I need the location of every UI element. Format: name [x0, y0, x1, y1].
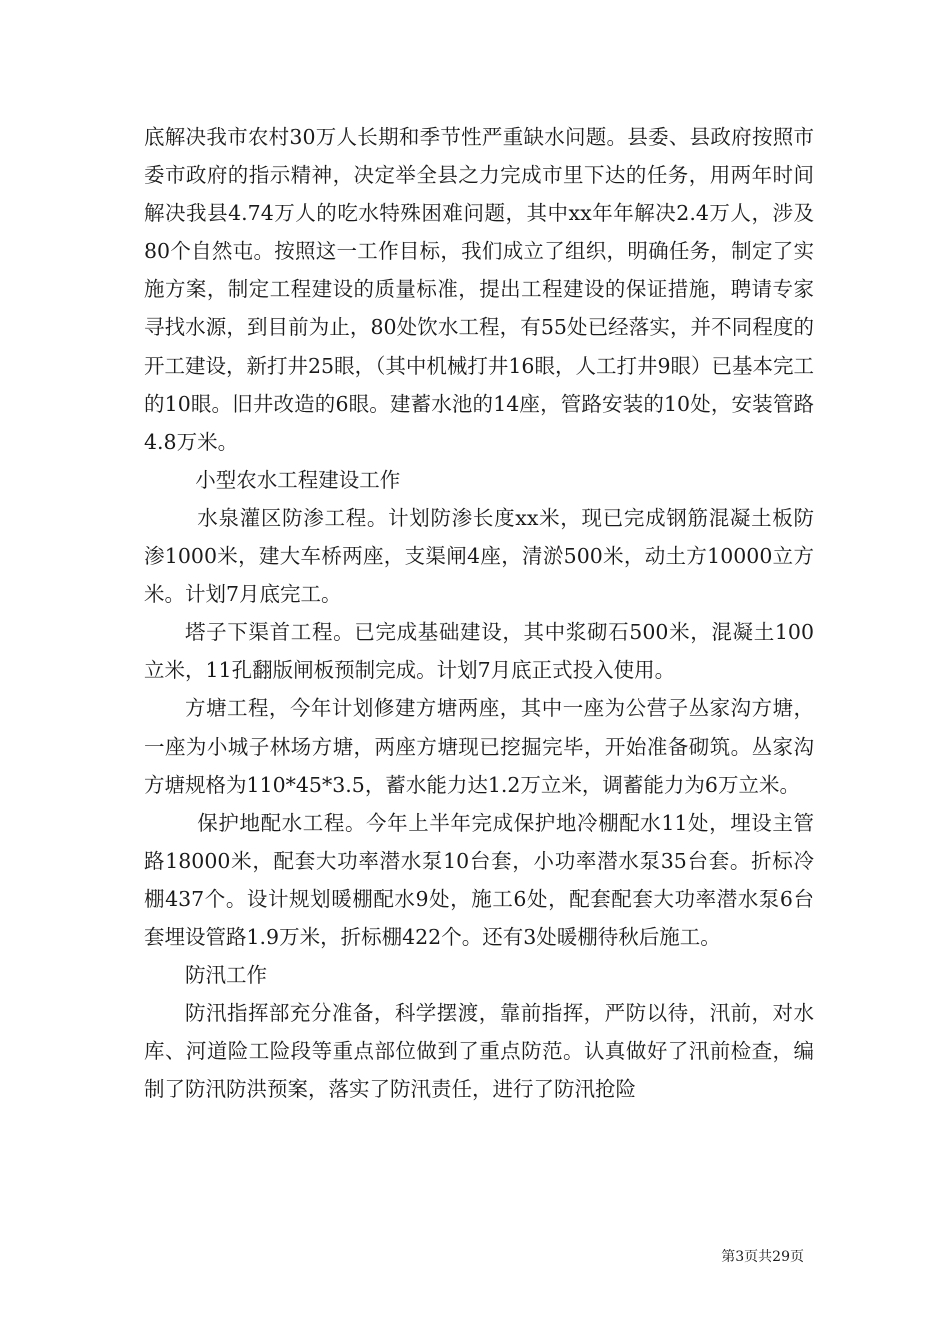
paragraph-flood-control: 防汛指挥部充分准备，科学摆渡，靠前指挥，严防以待，汛前，对水库、河道险工险段等重点部位做到了重点防范。认真做好了汛前检查，编制了防汛防洪预案，落实了防汛责任，进行了防汛抢险 [144, 1001, 814, 1102]
section-heading-small-irrigation: 小型农水工程建设工作 [195, 467, 401, 492]
paragraph-water-supply: 底解决我市农村30万人长期和季节性严重缺水问题。县委、县政府按照市委市政府的指示精神，决定举全县之力完成市里下达的任务，用两年时间解决我县4.74万人的吃水特殊困难问题，其中xx年年解决2.4万人，涉及80个自然屯。按照这一工作目标，我们成立了组织，明确任务，制定了实施方案，制定工程建设的质量标准，提出工程建设的保证措施，聘请专家寻找水源，到目前为止，80处饮水工程，有55处已经落实，并不同程度的开工建设，新打井25眼，（其中机械打井16眼，人工打井9眼）已基本完工的10眼。旧井改造的6眼。建蓄水池的14座，管路安装的10处，安装管路4.8万米。 [144, 125, 814, 454]
paragraph-tazixia-headworks: 塔子下渠首工程。已完成基础建设，其中浆砌石500米，混凝土100立米，11孔翻版闸板预制完成。计划7月底正式投入使用。 [144, 620, 814, 683]
page-number: 第3页共29页 [721, 1249, 804, 1265]
paragraph-greenhouse-water: 保护地配水工程。今年上半年完成保护地冷棚配水11处，埋设主管路18000米，配套大功率潜水泵10台套，小功率潜水泵35台套。折标冷棚437个。设计规划暖棚配水9处，施工6处，配套配套大功率潜水泵6台套埋设管路1.9万米，折标棚422个。还有3处暖棚待秋后施工。 [144, 810, 814, 949]
paragraph-pond-project: 方塘工程，今年计划修建方塘两座，其中一座为公营子丛家沟方塘，一座为小城子林场方塘，两座方塘现已挖掘完毕，开始准备砌筑。丛家沟方塘规格为110*45*3.5，蓄水能力达1.2万立米，调蓄能力为6万立米。 [144, 696, 814, 797]
section-heading-flood-control: 防汛工作 [185, 963, 267, 988]
document-body [144, 118, 814, 1108]
paragraph-shuiquan-irrigation: 水泉灌区防渗工程。计划防渗长度xx米，现已完成钢筋混凝土板防渗1000米，建大车桥两座，支渠闸4座，清淤500米，动土方10000立方米。计划7月底完工。 [144, 505, 814, 607]
